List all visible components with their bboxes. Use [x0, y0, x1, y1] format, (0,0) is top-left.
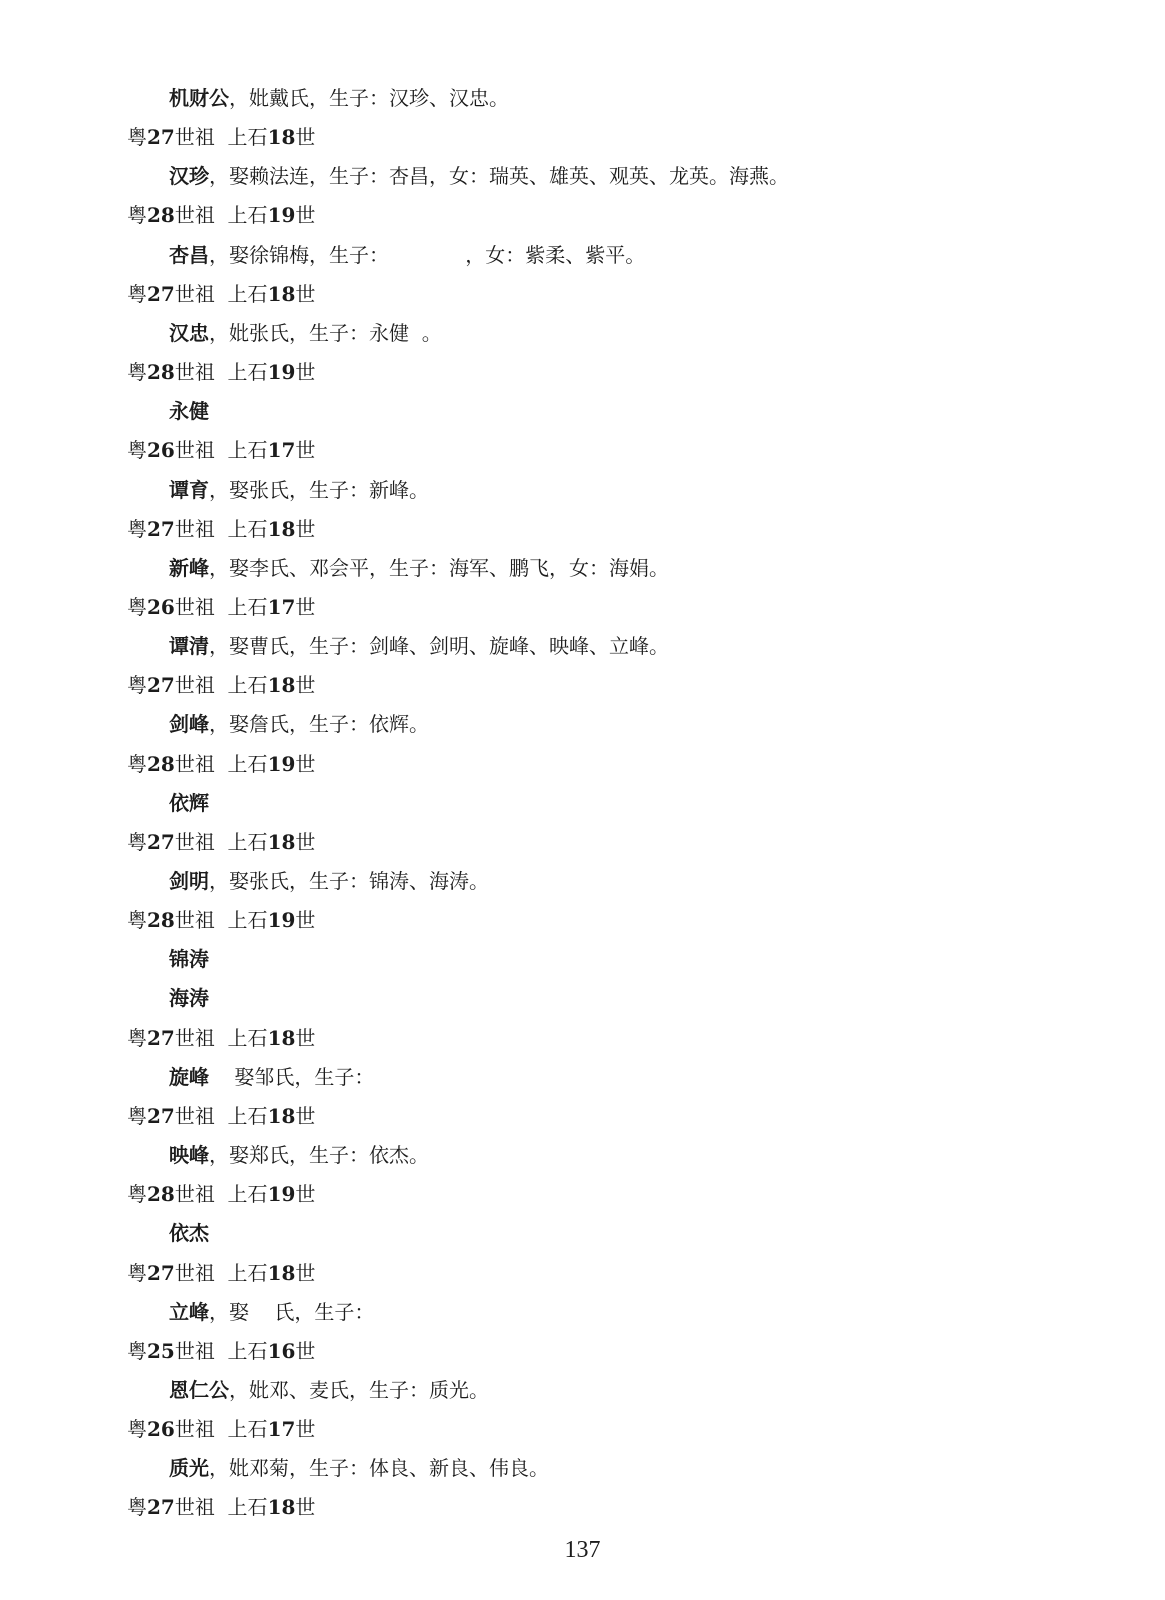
- genealogy-entry: [169, 396, 209, 426]
- person-name: 杏昌: [169, 243, 209, 267]
- generation-heading: 粤28世祖 上石19世: [127, 908, 316, 932]
- genealogy-entry: [169, 788, 209, 818]
- entry-details: ，娶张氏，生子：新峰。: [209, 478, 429, 502]
- generation-number: 27: [147, 1026, 175, 1050]
- entry-details: ，娶曹氏，生子：剑峰、剑明、旋峰、映峰、立峰。: [209, 634, 669, 658]
- generation-number: 17: [267, 595, 296, 619]
- generation-heading: 粤26世祖 上石17世: [127, 1417, 316, 1441]
- generation-number: 27: [147, 1104, 175, 1128]
- generation-number: 28: [147, 908, 175, 932]
- genealogy-entry: [169, 944, 209, 974]
- generation-heading: 粤28世祖 上石19世: [127, 752, 316, 776]
- generation-number: 27: [147, 830, 175, 854]
- entry-details: ，娶李氏、邓会平，生子：海军、鹏飞，女：海娟。: [209, 556, 669, 580]
- genealogy-entry: [169, 1297, 374, 1327]
- generation-heading: 粤28世祖 上石19世: [127, 1182, 316, 1206]
- generation-heading: 粤28世祖 上石19世: [127, 360, 316, 384]
- generation-number: 26: [147, 595, 175, 619]
- generation-heading: 粤27世祖 上石18世: [127, 125, 316, 149]
- generation-number: 18: [267, 1495, 296, 1519]
- generation-number: 19: [267, 1182, 296, 1206]
- generation-number: 28: [147, 752, 175, 776]
- generation-number: 18: [267, 282, 296, 306]
- person-name: 谭育: [169, 478, 209, 502]
- generation-number: 17: [267, 1417, 296, 1441]
- generation-number: 27: [147, 1495, 175, 1519]
- entry-details: ，娶詹氏，生子：依辉。: [209, 712, 429, 736]
- generation-heading: 粤27世祖 上石18世: [127, 673, 316, 697]
- entry-details: ，妣邓、麦氏，生子：质光。: [229, 1378, 489, 1402]
- person-name: 质光: [169, 1456, 209, 1480]
- generation-number: 18: [267, 125, 296, 149]
- generation-heading: 粤26世祖 上石17世: [127, 438, 316, 462]
- entry-details: ，娶徐锦梅，生子： ，女：紫柔、紫平。: [209, 243, 646, 267]
- generation-number: 28: [147, 203, 175, 227]
- person-name: 恩仁公: [169, 1378, 229, 1402]
- entry-details: ，妣邓菊，生子：体良、新良、伟良。: [209, 1456, 549, 1480]
- genealogy-entry: [169, 1062, 374, 1092]
- generation-heading: 粤27世祖 上石18世: [127, 282, 316, 306]
- person-name: 映峰: [169, 1143, 209, 1167]
- entry-details: ，妣张氏，生子：永健 。: [209, 321, 442, 345]
- generation-number: 25: [147, 1339, 175, 1363]
- generation-number: 27: [147, 1261, 175, 1285]
- person-name: 永健: [169, 399, 209, 423]
- person-name: 机财公: [169, 86, 229, 110]
- genealogy-entry: [169, 709, 429, 739]
- genealogy-entry: [169, 475, 429, 505]
- entry-details: 娶邹氏，生子：: [209, 1065, 375, 1089]
- generation-heading: 粤27世祖 上石18世: [127, 517, 316, 541]
- genealogy-entry: [169, 631, 669, 661]
- genealogy-entry: [169, 983, 209, 1013]
- generation-number: 18: [267, 517, 296, 541]
- generation-heading: 粤27世祖 上石18世: [127, 1104, 316, 1128]
- generation-number: 27: [147, 125, 175, 149]
- generation-heading: 粤27世祖 上石18世: [127, 1026, 316, 1050]
- generation-number: 19: [267, 203, 296, 227]
- generation-number: 18: [267, 1104, 296, 1128]
- entry-details: ，娶赖法连，生子：杏昌，女：瑞英、雄英、观英、龙英。海燕。: [209, 164, 789, 188]
- generation-number: 27: [147, 673, 175, 697]
- person-name: 剑明: [169, 869, 209, 893]
- entry-details: ，娶 氏，生子：: [209, 1300, 375, 1324]
- person-name: 锦涛: [169, 947, 209, 971]
- person-name: 旋峰: [169, 1065, 209, 1089]
- generation-heading: 粤27世祖 上石18世: [127, 1261, 316, 1285]
- person-name: 依辉: [169, 791, 209, 815]
- person-name: 海涛: [169, 986, 209, 1010]
- generation-heading: 粤28世祖 上石19世: [127, 203, 316, 227]
- page-number: 137: [564, 1537, 601, 1563]
- generation-number: 18: [267, 673, 296, 697]
- generation-number: 19: [267, 908, 296, 932]
- genealogy-entry: [169, 1218, 209, 1248]
- generation-number: 19: [267, 752, 296, 776]
- genealogy-entry: [169, 1375, 489, 1405]
- genealogy-entry: [169, 318, 442, 348]
- generation-number: 27: [147, 517, 175, 541]
- generation-number: 28: [147, 360, 175, 384]
- generation-number: 17: [267, 438, 296, 462]
- person-name: 谭清: [169, 634, 209, 658]
- genealogy-entry: [169, 553, 669, 583]
- person-name: 汉珍: [169, 164, 209, 188]
- entry-details: ，娶郑氏，生子：依杰。: [209, 1143, 429, 1167]
- generation-number: 18: [267, 830, 296, 854]
- generation-number: 28: [147, 1182, 175, 1206]
- generation-number: 16: [267, 1339, 296, 1363]
- genealogy-entry: [169, 1453, 549, 1483]
- generation-number: 18: [267, 1261, 296, 1285]
- generation-heading: 粤26世祖 上石17世: [127, 595, 316, 619]
- person-name: 剑峰: [169, 712, 209, 736]
- person-name: 依杰: [169, 1221, 209, 1245]
- genealogy-entry: [169, 1140, 429, 1170]
- entry-details: ，妣戴氏，生子：汉珍、汉忠。: [229, 86, 509, 110]
- generation-number: 26: [147, 1417, 175, 1441]
- genealogy-entry: [169, 161, 789, 191]
- genealogy-entry: [169, 240, 645, 270]
- person-name: 新峰: [169, 556, 209, 580]
- genealogy-entry: [169, 866, 489, 896]
- genealogy-entry: [169, 83, 509, 113]
- generation-number: 19: [267, 360, 296, 384]
- generation-heading: 粤25世祖 上石16世: [127, 1339, 316, 1363]
- entry-details: ，娶张氏，生子：锦涛、海涛。: [209, 869, 489, 893]
- generation-number: 18: [267, 1026, 296, 1050]
- generation-heading: 粤27世祖 上石18世: [127, 830, 316, 854]
- generation-heading: 粤27世祖 上石18世: [127, 1495, 316, 1519]
- generation-number: 26: [147, 438, 175, 462]
- person-name: 立峰: [169, 1300, 209, 1324]
- generation-number: 27: [147, 282, 175, 306]
- person-name: 汉忠: [169, 321, 209, 345]
